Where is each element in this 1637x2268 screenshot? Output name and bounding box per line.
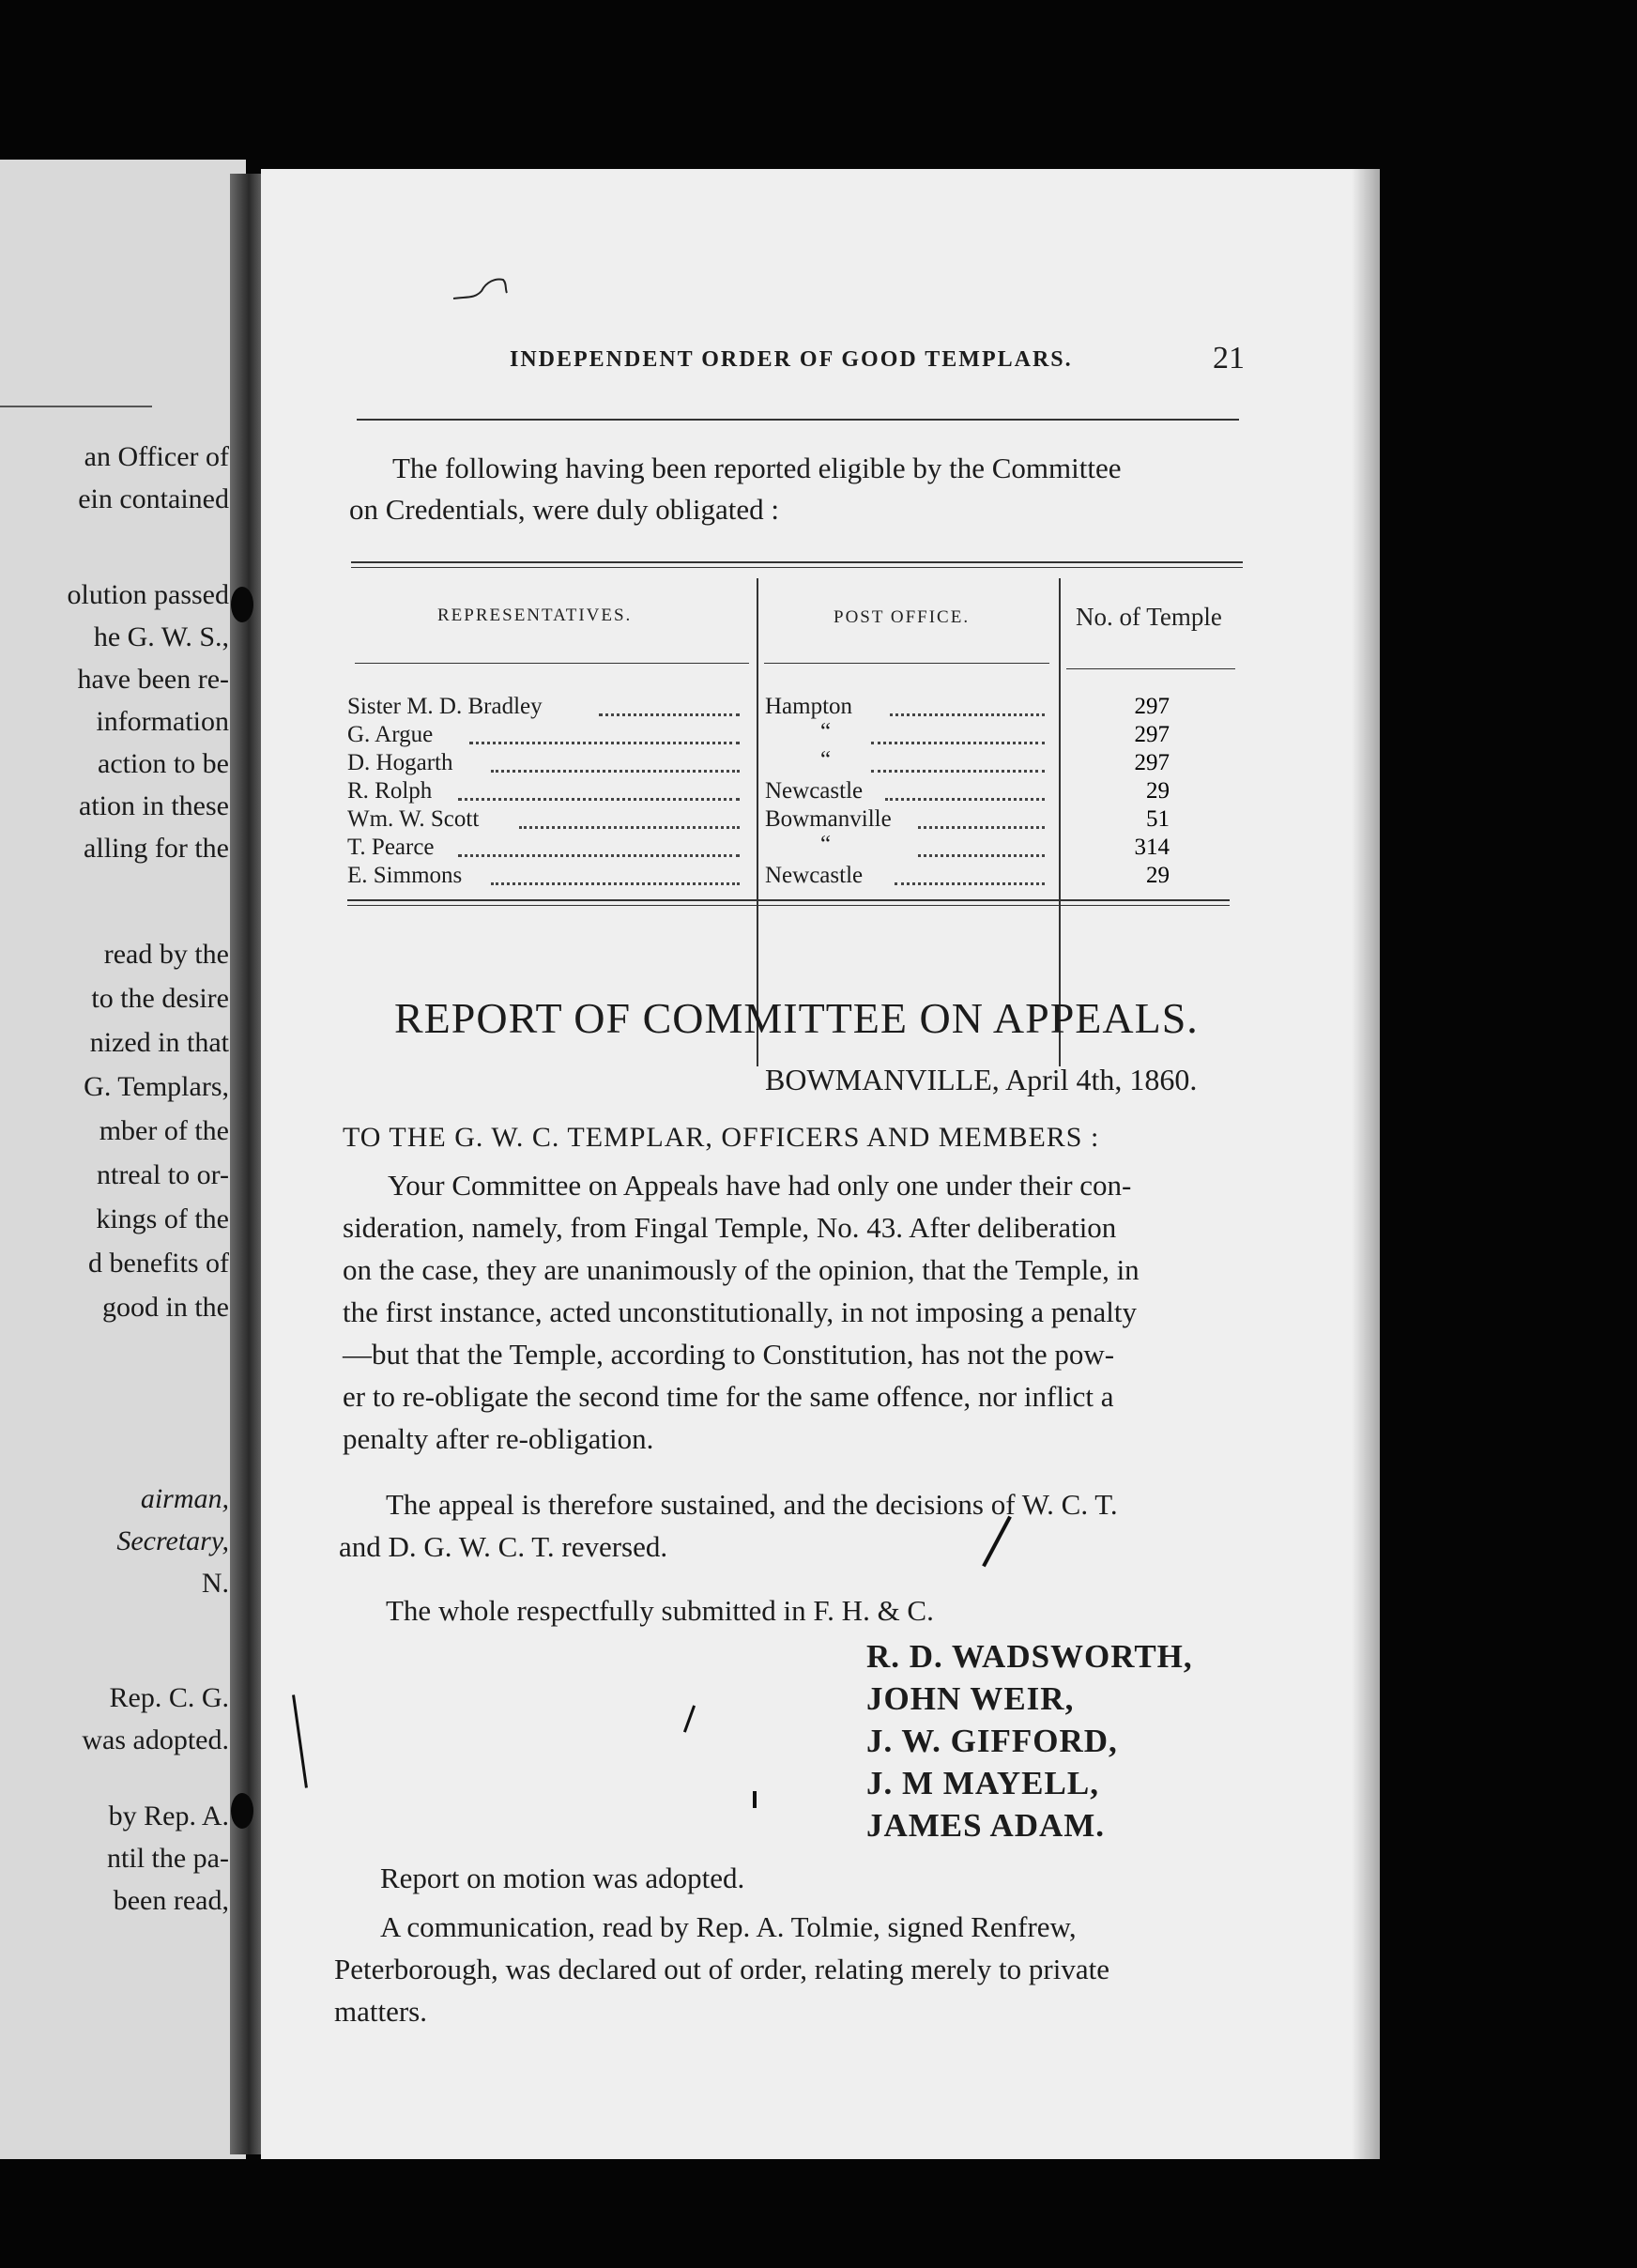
header-representatives: REPRESENTATIVES. — [437, 605, 633, 625]
left-line: Secretary, — [116, 1525, 229, 1556]
paragraph-line: Peterborough, was declared out of order, relating merely to private — [334, 1953, 1109, 1985]
header-rule — [357, 419, 1239, 421]
temple-number: 314 — [1134, 835, 1170, 860]
left-line: been read, — [113, 1885, 229, 1916]
left-line: action to be — [98, 748, 229, 779]
signer-name: JAMES ADAM. — [866, 1807, 1106, 1844]
paragraph-line: The appeal is therefore sustained, and the decisions of W. C. T. — [386, 1488, 1118, 1521]
left-line: by Rep. A. — [108, 1801, 229, 1831]
table-top-rule — [351, 567, 1243, 568]
header-underline — [355, 663, 749, 664]
left-facing-page — [0, 160, 246, 2159]
binding-hole — [231, 587, 253, 622]
leader-dots — [519, 826, 740, 829]
leader-dots — [890, 713, 1045, 716]
paragraph-line: Your Committee on Appeals have had only one under their con- — [388, 1169, 1132, 1202]
leader-dots — [918, 854, 1045, 857]
dateline: BOWMANVILLE, April 4th, 1860. — [765, 1063, 1198, 1096]
paragraph-line: er to re-obligate the second time for the same offence, nor inflict a — [343, 1380, 1114, 1413]
pencil-annotation — [449, 270, 524, 308]
signer-name: J. W. GIFFORD, — [866, 1723, 1118, 1759]
table-bottom-rule — [347, 905, 1230, 906]
leader-dots — [918, 826, 1045, 829]
left-line: have been re- — [77, 664, 229, 695]
temple-number: 297 — [1134, 694, 1170, 719]
leader-dots — [458, 798, 740, 801]
salutation: TO THE G. W. C. TEMPLAR, OFFICERS AND MEMBERS : — [343, 1122, 1100, 1153]
header-underline — [764, 663, 1049, 664]
left-line: alling for the — [84, 833, 229, 864]
running-head: INDEPENDENT ORDER OF GOOD TEMPLARS. — [510, 347, 1073, 372]
post-office: Hampton — [765, 694, 853, 719]
post-office: Newcastle — [765, 778, 864, 804]
leader-dots — [895, 882, 1045, 885]
leader-dots — [885, 798, 1045, 801]
left-page-rule — [0, 406, 152, 407]
representative-name: Wm. W. Scott — [347, 806, 480, 832]
page-number: 21 — [1213, 341, 1245, 375]
paragraph-line: the first instance, acted unconstitutionally, in not imposing a penalty — [343, 1295, 1138, 1328]
left-line: he G. W. S., — [93, 621, 229, 652]
post-office: “ — [820, 747, 832, 773]
representative-name: D. Hogarth — [347, 750, 453, 775]
signer-name: J. M MAYELL, — [866, 1765, 1099, 1801]
post-office: “ — [820, 832, 832, 857]
intro-line-1: The following having been reported eligible by the Committee — [392, 452, 1122, 484]
header-post-office: POST OFFICE. — [834, 607, 971, 627]
paragraph-line: A communication, read by Rep. A. Tolmie, signed Renfrew, — [380, 1910, 1077, 1943]
left-line: kings of the — [96, 1203, 229, 1234]
left-line: was adopted. — [82, 1724, 229, 1755]
left-line: G. Templars, — [84, 1071, 229, 1102]
post-office: Bowmanville — [765, 806, 892, 832]
representative-name: G. Argue — [347, 722, 434, 747]
main-page — [261, 169, 1380, 2159]
leader-dots — [871, 770, 1045, 773]
intro-line-2: on Credentials, were duly obligated : — [349, 493, 779, 526]
table-bottom-rule — [347, 899, 1230, 901]
representative-name: E. Simmons — [347, 863, 463, 888]
left-line: ntreal to or- — [96, 1159, 229, 1190]
paragraph-line: matters. — [334, 1995, 427, 2028]
left-line: information — [96, 706, 229, 737]
report-title: REPORT OF COMMITTEE ON APPEALS. — [394, 994, 1199, 1042]
signer-name: JOHN WEIR, — [866, 1680, 1075, 1717]
header-temple-no: No. of Temple — [1076, 603, 1222, 631]
pencil-mark — [683, 1705, 696, 1732]
header-underline — [1066, 668, 1235, 669]
signer-name: R. D. WADSWORTH, — [866, 1638, 1193, 1675]
pencil-mark — [753, 1791, 757, 1808]
paragraph-line: penalty after re-obligation. — [343, 1422, 654, 1455]
left-line: olution passed — [67, 579, 229, 610]
representative-name: Sister M. D. Bradley — [347, 694, 543, 719]
table-top-rule — [351, 561, 1243, 563]
left-line: ein contained — [78, 483, 229, 514]
paragraph-line: on the case, they are unanimously of the opinion, that the Temple, in — [343, 1253, 1140, 1286]
left-line: d benefits of — [88, 1248, 229, 1279]
left-line: good in the — [102, 1292, 229, 1323]
leader-dots — [491, 770, 740, 773]
left-line: N. — [201, 1568, 229, 1599]
left-line: ntil the pa- — [107, 1843, 229, 1874]
temple-number: 29 — [1146, 863, 1170, 888]
page-edge-shadow — [1352, 169, 1380, 2159]
post-office: Newcastle — [765, 863, 864, 888]
left-line: airman, — [140, 1483, 229, 1514]
representative-name: R. Rolph — [347, 778, 433, 804]
left-line: Rep. C. G. — [109, 1682, 229, 1713]
left-line: mber of the — [99, 1115, 229, 1146]
temple-number: 29 — [1146, 778, 1170, 804]
leader-dots — [469, 742, 740, 744]
paragraph-line: sideration, namely, from Fingal Temple, No. 43. After deliberation — [343, 1211, 1117, 1244]
left-line: read by the — [103, 939, 229, 970]
temple-number: 297 — [1134, 722, 1170, 747]
left-line: an Officer of — [84, 441, 229, 472]
adopted-line: Report on motion was adopted. — [380, 1862, 745, 1894]
leader-dots — [871, 742, 1045, 744]
binding-hole — [231, 1793, 253, 1829]
temple-number: 51 — [1146, 806, 1170, 832]
post-office: “ — [820, 719, 832, 744]
closing-line: The whole respectfully submitted in F. H. & C. — [386, 1594, 934, 1627]
representative-name: T. Pearce — [347, 835, 435, 860]
leader-dots — [491, 882, 740, 885]
leader-dots — [599, 713, 740, 716]
paragraph-line: —but that the Temple, according to Constitution, has not the pow- — [343, 1338, 1115, 1371]
temple-number: 297 — [1134, 750, 1170, 775]
left-line: nized in that — [89, 1027, 229, 1058]
left-line: ation in these — [79, 790, 229, 821]
left-line: to the desire — [91, 983, 229, 1014]
leader-dots — [458, 854, 740, 857]
paragraph-line: and D. G. W. C. T. reversed. — [339, 1530, 668, 1563]
